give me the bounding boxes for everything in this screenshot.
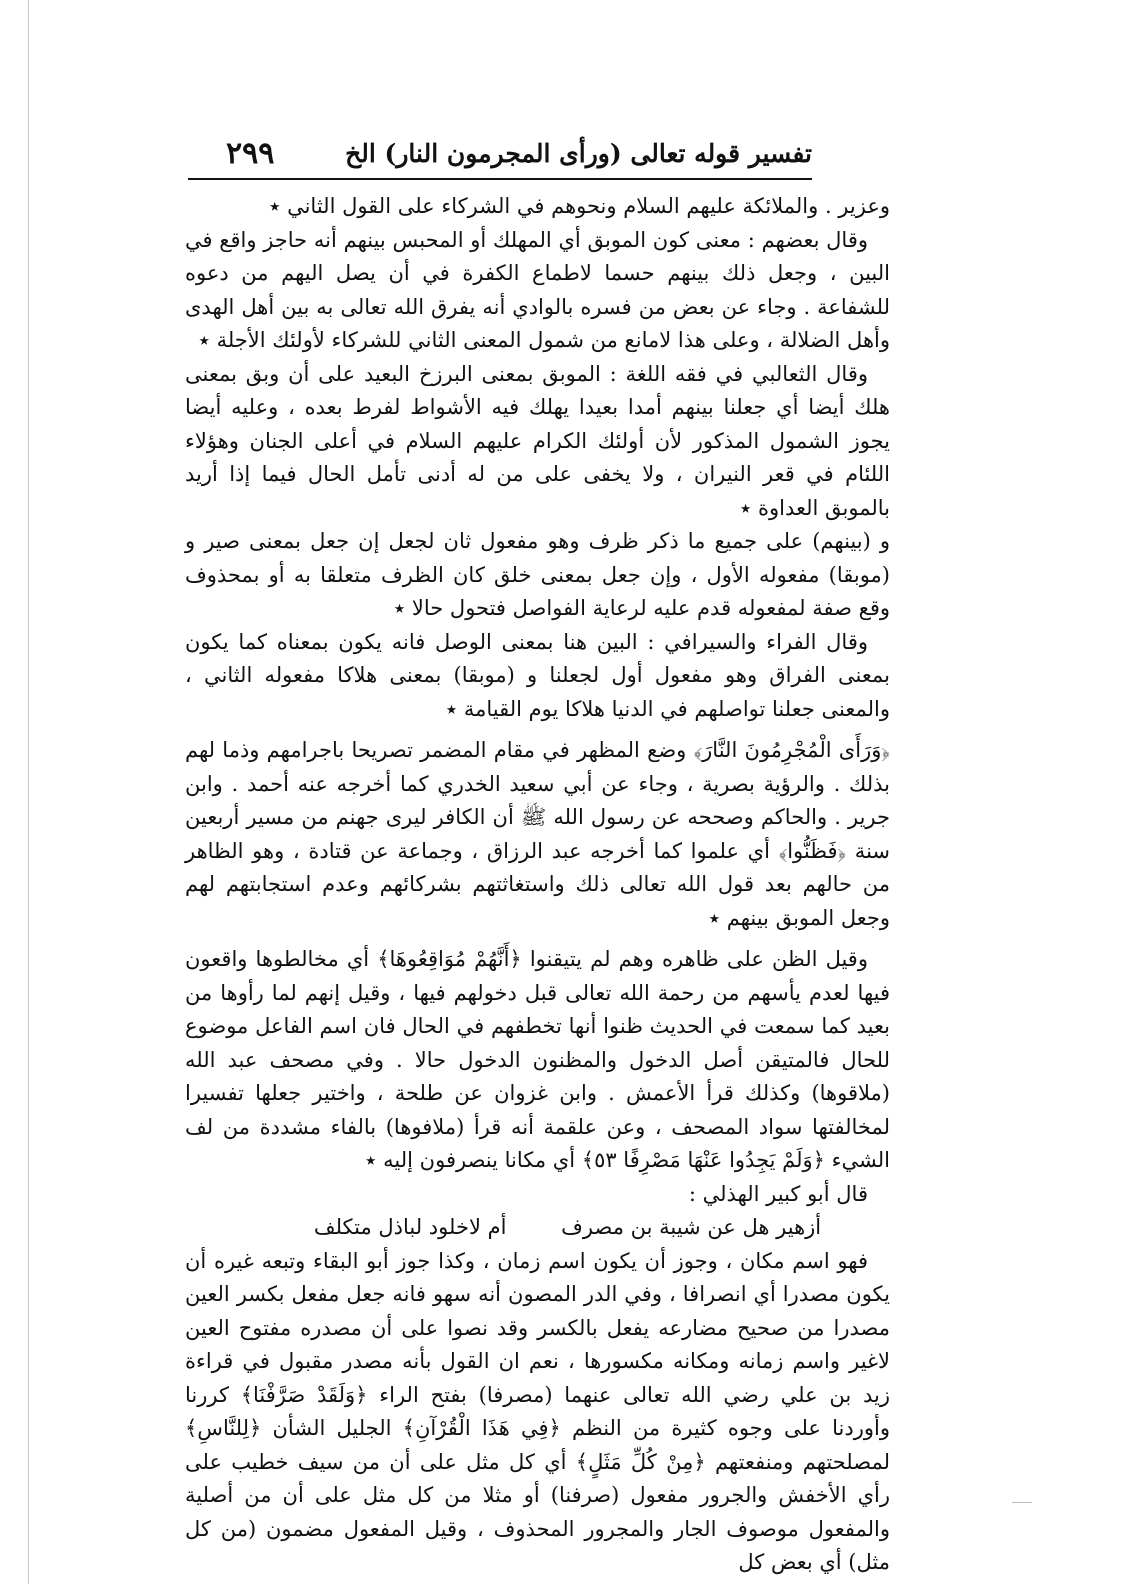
paragraph: وقيل الظن على ظاهره وهم لم يتيقنوا ﴿أَنَّهُمْ مُوَاقِعُوهَا﴾ أي مخالطوها واقعون فيها لعدم يأسهم من رحمة الله تعالى قبل دخولهم فيها ، وقيل إنهم لما رأوها من بعيد كما سمعت في الحديث ظنوا أنها تخطفهم في الحال فان اسم الفاعل موضوع للحال فالمتيقن أصل الدخول والمظنون الدخول حالا . وفي مصحف عبد الله (ملاقوها) وكذلك قرأ الأعمش . وابن غزوان عن طلحة ، واختير جعلها تفسيرا لمخالفتها سواد المصحف ، وعن علقمة أنه قرأ (ملافوها) بالفاء مشددة من لف الشيء ﴿وَلَمْ يَجِدُوا عَنْهَا مَصْرِفًا ٥٣﴾ أي مكانا ينصرفون إليه ٭: [185, 947, 890, 1172]
page-edge: [28, 0, 29, 1584]
body-text: [185, 190, 890, 1580]
paragraph: وقال الثعالبي في فقه اللغة : الموبق بمعنى البرزخ البعيد على أن وبق بمعنى هلك أيضا أي جعلنا بينهم أمدا بعيدا يهلك فيه الأشواط لفرط بعده ، وعليه أيضا يجوز الشمول المذكور لأن أولئك الكرام عليهم السلام في أعلى الجنان وهؤلاء اللئام في قعر النيران ، ولا يخفى على من له أدنى تأمل الحال فيما إذا أريد بالموبق العداوة ٭: [185, 361, 890, 520]
paragraph: فهو اسم مكان ، وجوز أن يكون اسم زمان ، وكذا جوز أبو البقاء وتبعه غيره أن يكون مصدرا أي انصرافا ، وفي الدر المصون أنه سهو فانه جعل مفعل بكسر العين مصدرا من صحيح مضارعه يفعل بالكسر وقد نصوا على أن مصدره مفتوح العين لاغير واسم زمانه ومكانه مكسورها ، نعم ان القول بأنه مصدر مقبول في قراءة زيد بن علي رضي الله تعالى عنهما (مصرفا) بفتح الراء ﴿وَلَقَدْ صَرَّفْنَا﴾ كررنا وأوردنا على وجوه كثيرة من النظم ﴿فِي هَذَا الْقُرْآنِ﴾ الجليل الشأن ﴿لِلنَّاسِ﴾ لمصلحتهم ومنفعتهم ﴿مِنْ كُلِّ مَثَلٍ﴾ أي كل مثل على أن من سيف خطيب على رأي الأخفش والجرور مفعول (صرفنا) أو مثلا من كل مثل على أن من أصلية والمفعول موصوف الجار والمجرور المحذوف ، وقيل المفعول مضمون (من كل مثل) أي بعض كل: [185, 1248, 890, 1574]
verse-hemistich-second: أم لاخلود لباذل متكلف: [313, 1215, 507, 1239]
header-rule: [188, 178, 812, 180]
running-header: [188, 134, 812, 180]
header-title: تفسير قوله تعالى (ورأى المجرمون النار) الخ: [345, 139, 812, 168]
paragraph: ﴿وَرَأَى الْمُجْرِمُونَ النَّارَ﴾ وضع المظهر في مقام المضمر تصريحا باجرامهم وذما لهم بذلك . والرؤية بصرية ، وجاء عن أبي سعيد الخدري كما أخرجه عنه أحمد . وابن جرير . والحاكم وصححه عن رسول الله ﷺ أن الكافر ليرى جهنم من مسير أربعين سنة ﴿فَظَنُّوا﴾ أي علموا كما أخرجه عبد الرزاق ، وجماعة عن قتادة ، وهو الظاهر من حالهم بعد قول الله تعالى ذلك واستغاثتهم بشركائهم وعدم استجابتهم لهم وجعل الموبق بينهم ٭: [185, 738, 890, 930]
scan-mark: [1012, 1502, 1032, 1503]
paragraph: وقال الفراء والسيرافي : البين هنا بمعنى الوصل فانه يكون بمعناه كما يكون بمعنى الفراق وهو مفعول أول لجعلنا و (موبقا) بمعنى هلاكا مفعوله الثاني ، والمعنى جعلنا تواصلهم في الدنيا هلاكا يوم القيامة ٭: [185, 629, 890, 721]
page-number: ٢٩٩: [226, 136, 275, 171]
paragraph: و (بينهم) على جميع ما ذكر ظرف وهو مفعول ثان لجعل إن جعل بمعنى صير و (موبقا) مفعوله الأول ، وإن جعل بمعنى خلق كان الظرف متعلقا به أو بمحذوف وقع صفة لمفعوله قدم عليه لرعاية الفواصل فتحول حالا ٭: [185, 529, 890, 620]
poetry-verse: [185, 1211, 890, 1245]
verse-intro: قال أبو كبير الهذلي :: [688, 1181, 868, 1206]
verse-hemistich-first: أزهير هل عن شيبة بن مصرف: [561, 1215, 822, 1239]
paragraph: وعزير . والملائكة عليهم السلام ونحوهم في الشركاء على القول الثاني ٭: [268, 194, 890, 218]
paragraph: وقال بعضهم : معنى كون الموبق أي المهلك أو المحبس بينهم أنه حاجز واقع في البين ، وجعل ذلك بينهم حسما لاطماع الكفرة في أن يصل اليهم من دعوه للشفاعة . وجاء عن بعض من فسره بالوادي أنه يفرق الله تعالى به بين أهل الهدى وأهل الضلالة ، وعلى هذا لامانع من شمول المعنى الثاني للشركاء لأولئك الأجلة ٭: [185, 227, 890, 352]
